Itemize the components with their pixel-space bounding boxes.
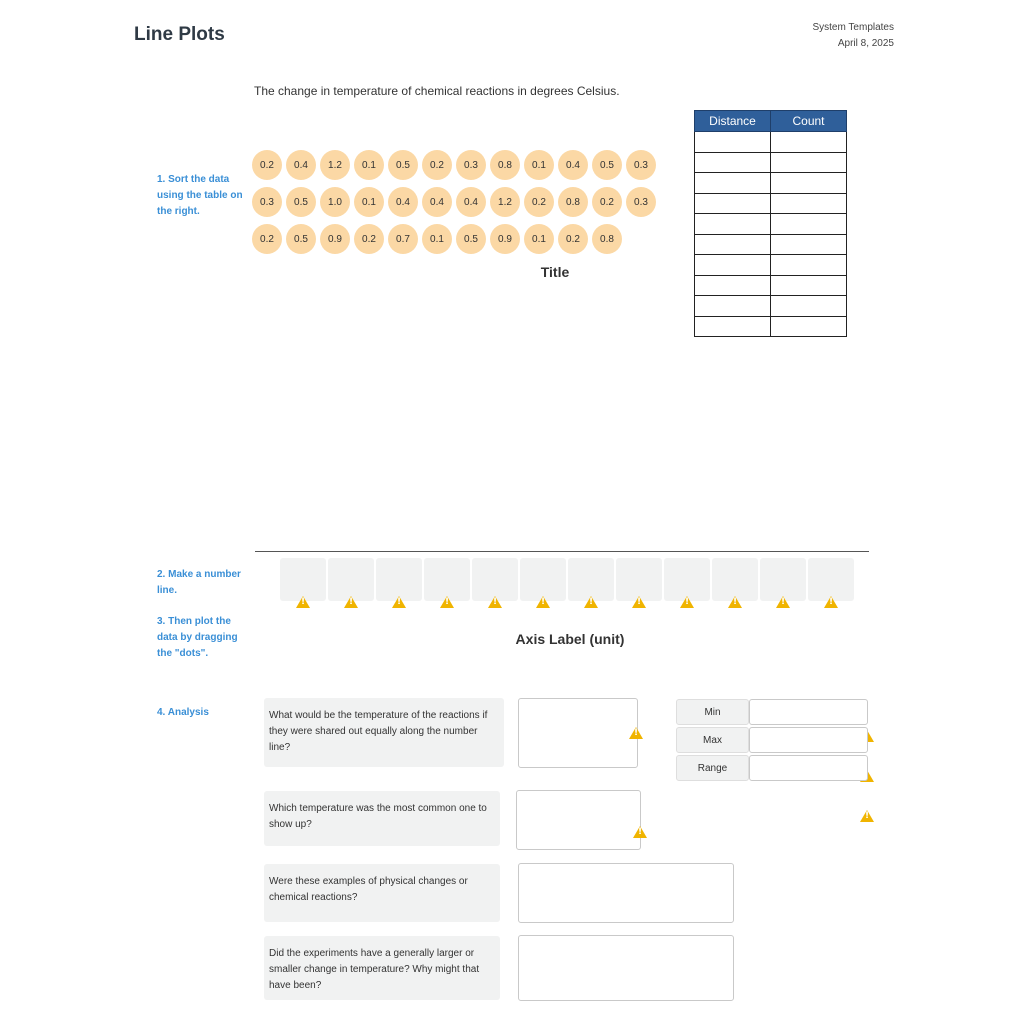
question-most-common: Which temperature was the most common one to show up? bbox=[264, 791, 500, 846]
data-dot[interactable]: 0.3 bbox=[626, 150, 656, 180]
dot-row-3 bbox=[252, 224, 622, 254]
warning-icon bbox=[776, 596, 790, 608]
warning-icon bbox=[392, 596, 406, 608]
data-dot[interactable]: 0.1 bbox=[354, 187, 384, 217]
data-dot[interactable]: 0.5 bbox=[388, 150, 418, 180]
warning-icon bbox=[344, 596, 358, 608]
tick-label-input[interactable] bbox=[280, 558, 326, 601]
count-cell[interactable] bbox=[771, 173, 847, 194]
data-dot[interactable]: 0.3 bbox=[456, 150, 486, 180]
data-dot[interactable]: 0.8 bbox=[592, 224, 622, 254]
document-date: April 8, 2025 bbox=[837, 38, 894, 49]
sort-table bbox=[694, 110, 847, 337]
dot-row-1 bbox=[252, 150, 656, 180]
answer-larger-or-smaller-input[interactable] bbox=[518, 935, 734, 1001]
data-dot[interactable]: 0.1 bbox=[354, 150, 384, 180]
step-analysis-heading: 4. Analysis bbox=[157, 707, 209, 718]
count-cell[interactable] bbox=[771, 316, 847, 337]
data-dot[interactable]: 0.2 bbox=[524, 187, 554, 217]
tick-label-input[interactable] bbox=[808, 558, 854, 601]
distance-header: Distance bbox=[695, 111, 771, 132]
table-row bbox=[695, 234, 847, 255]
max-label: Max bbox=[676, 727, 749, 753]
warning-icon bbox=[633, 826, 647, 838]
distance-cell[interactable] bbox=[695, 255, 771, 276]
count-header: Count bbox=[771, 111, 847, 132]
warning-icon bbox=[824, 596, 838, 608]
step-plot-instruction: 3. Then plot the data by dragging the "dots". bbox=[157, 616, 238, 659]
data-dot[interactable]: 0.2 bbox=[592, 187, 622, 217]
data-dot[interactable]: 0.1 bbox=[422, 224, 452, 254]
distance-cell[interactable] bbox=[695, 214, 771, 235]
data-dot[interactable]: 0.2 bbox=[558, 224, 588, 254]
count-cell[interactable] bbox=[771, 255, 847, 276]
max-input[interactable] bbox=[749, 727, 868, 753]
count-cell[interactable] bbox=[771, 234, 847, 255]
data-dot[interactable]: 0.9 bbox=[490, 224, 520, 254]
table-row bbox=[695, 255, 847, 276]
tick-label-input[interactable] bbox=[328, 558, 374, 601]
data-dot[interactable]: 0.4 bbox=[422, 187, 452, 217]
table-row bbox=[695, 193, 847, 214]
question-physical-or-chemical: Were these examples of physical changes or chemical reactions? bbox=[264, 864, 500, 922]
warning-icon bbox=[296, 596, 310, 608]
count-cell[interactable] bbox=[771, 193, 847, 214]
distance-cell[interactable] bbox=[695, 193, 771, 214]
data-dot[interactable]: 0.5 bbox=[286, 187, 316, 217]
tick-warning-row bbox=[296, 596, 838, 608]
distance-cell[interactable] bbox=[695, 296, 771, 317]
data-dot[interactable]: 1.2 bbox=[490, 187, 520, 217]
axis-label[interactable]: Axis Label (unit) bbox=[515, 631, 625, 647]
data-dot[interactable]: 0.5 bbox=[286, 224, 316, 254]
count-cell[interactable] bbox=[771, 275, 847, 296]
table-row bbox=[695, 173, 847, 194]
data-dot[interactable]: 0.9 bbox=[320, 224, 350, 254]
tick-label-input[interactable] bbox=[712, 558, 758, 601]
data-dot[interactable]: 0.4 bbox=[558, 150, 588, 180]
answer-most-common-input[interactable] bbox=[516, 790, 641, 850]
count-cell[interactable] bbox=[771, 214, 847, 235]
data-dot[interactable]: 0.7 bbox=[388, 224, 418, 254]
distance-cell[interactable] bbox=[695, 173, 771, 194]
warning-icon bbox=[860, 810, 874, 822]
table-row bbox=[695, 214, 847, 235]
data-dot[interactable]: 0.5 bbox=[592, 150, 622, 180]
data-dot[interactable]: 0.1 bbox=[524, 150, 554, 180]
tick-label-input[interactable] bbox=[376, 558, 422, 601]
data-dot[interactable]: 0.2 bbox=[252, 224, 282, 254]
distance-cell[interactable] bbox=[695, 152, 771, 173]
count-cell[interactable] bbox=[771, 152, 847, 173]
data-dot[interactable]: 0.4 bbox=[456, 187, 486, 217]
tick-label-input[interactable] bbox=[520, 558, 566, 601]
warning-icon bbox=[440, 596, 454, 608]
question-larger-or-smaller: Did the experiments have a generally larger or smaller change in temperature? Why might that have been? bbox=[264, 936, 500, 1000]
data-dot[interactable]: 0.2 bbox=[422, 150, 452, 180]
page-title: Line Plots bbox=[134, 24, 225, 45]
range-label: Range bbox=[676, 755, 749, 781]
table-row bbox=[695, 152, 847, 173]
data-dot[interactable]: 0.3 bbox=[626, 187, 656, 217]
tick-label-input[interactable] bbox=[424, 558, 470, 601]
number-line bbox=[255, 551, 869, 552]
data-dot[interactable]: 0.4 bbox=[286, 150, 316, 180]
data-dot[interactable]: 0.3 bbox=[252, 187, 282, 217]
plot-title[interactable]: Title bbox=[540, 264, 570, 280]
count-cell[interactable] bbox=[771, 296, 847, 317]
data-dot[interactable]: 1.2 bbox=[320, 150, 350, 180]
range-input[interactable] bbox=[749, 755, 868, 781]
data-dot[interactable]: 0.1 bbox=[524, 224, 554, 254]
tick-label-input[interactable] bbox=[616, 558, 662, 601]
warning-icon bbox=[584, 596, 598, 608]
tick-label-input[interactable] bbox=[568, 558, 614, 601]
data-description: The change in temperature of chemical reactions in degrees Celsius. bbox=[254, 84, 620, 98]
tick-label-input[interactable] bbox=[664, 558, 710, 601]
table-row bbox=[695, 132, 847, 153]
warning-icon bbox=[680, 596, 694, 608]
data-dot[interactable]: 0.4 bbox=[388, 187, 418, 217]
table-row bbox=[695, 316, 847, 337]
warning-icon bbox=[629, 727, 643, 739]
data-dot[interactable]: 0.2 bbox=[354, 224, 384, 254]
warning-icon bbox=[728, 596, 742, 608]
min-label: Min bbox=[676, 699, 749, 725]
tick-label-input[interactable] bbox=[472, 558, 518, 601]
min-input[interactable] bbox=[749, 699, 868, 725]
warning-icon bbox=[488, 596, 502, 608]
table-row bbox=[695, 275, 847, 296]
data-dot[interactable]: 0.8 bbox=[490, 150, 520, 180]
step-number-line-instruction: 2. Make a number line. bbox=[157, 569, 241, 596]
warning-icon bbox=[632, 596, 646, 608]
table-row bbox=[695, 296, 847, 317]
question-average: What would be the temperature of the reactions if they were shared out equally along the number line? bbox=[264, 698, 504, 767]
warning-icon bbox=[536, 596, 550, 608]
data-dot[interactable]: 0.2 bbox=[252, 150, 282, 180]
distance-cell[interactable] bbox=[695, 316, 771, 337]
data-dot[interactable]: 1.0 bbox=[320, 187, 350, 217]
distance-cell[interactable] bbox=[695, 234, 771, 255]
data-dot[interactable]: 0.8 bbox=[558, 187, 588, 217]
distance-cell[interactable] bbox=[695, 275, 771, 296]
distance-cell[interactable] bbox=[695, 132, 771, 153]
answer-average-input[interactable] bbox=[518, 698, 638, 768]
answer-physical-or-chemical-input[interactable] bbox=[518, 863, 734, 923]
step-sort-instruction: 1. Sort the data using the table on the right. bbox=[157, 174, 243, 217]
count-cell[interactable] bbox=[771, 132, 847, 153]
data-dot[interactable]: 0.5 bbox=[456, 224, 486, 254]
template-source: System Templates bbox=[812, 22, 894, 33]
tick-label-input[interactable] bbox=[760, 558, 806, 601]
tick-label-boxes bbox=[280, 558, 854, 601]
dot-row-2 bbox=[252, 187, 656, 217]
